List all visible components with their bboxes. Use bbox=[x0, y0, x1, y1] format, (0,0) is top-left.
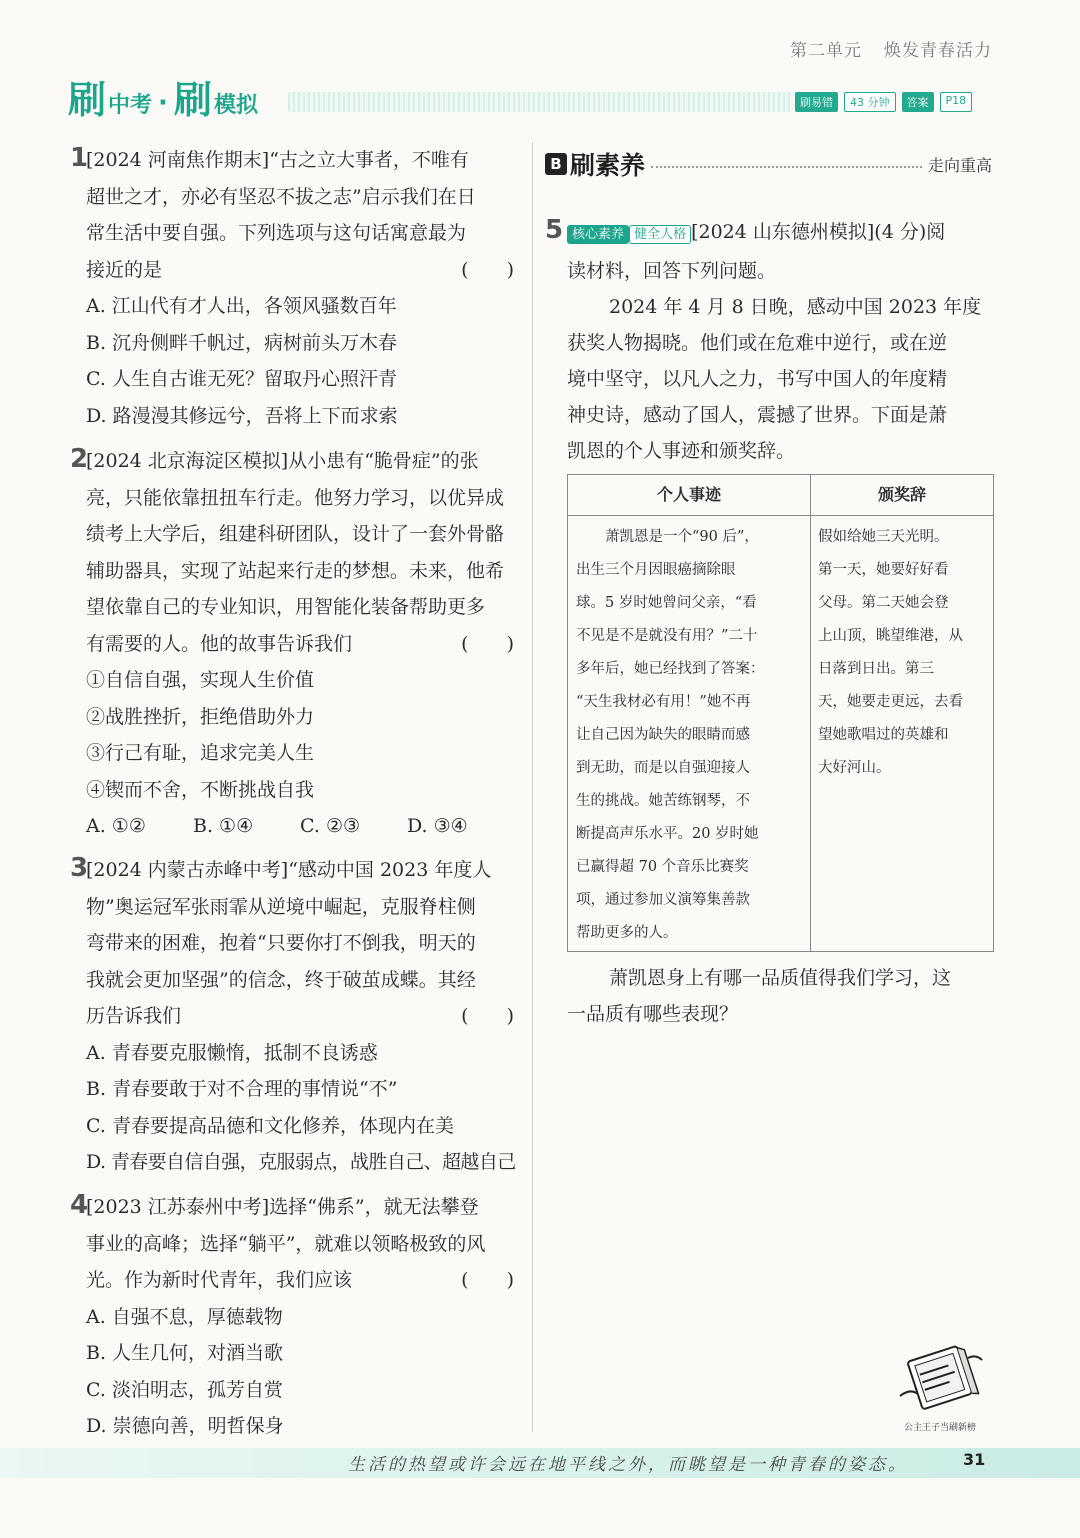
deeds-line: 不见是不是就没有用？”二十 bbox=[576, 628, 758, 644]
stem-line: 事业的高峰；选择“躺平”，就难以领略极致的风 bbox=[86, 1232, 486, 1255]
answer-blank[interactable]: ( ) bbox=[461, 1269, 514, 1291]
material-line: 获奖人物揭晓。他们或在危难中逆行，或在逆 bbox=[567, 332, 948, 354]
stem-line: [2024 河南焦作期末]“古之立大事者，不唯有 bbox=[86, 149, 469, 171]
stem-line: 物”奥运冠军张雨霏从逆境中崛起，克服脊柱侧 bbox=[86, 895, 476, 918]
deeds-cell bbox=[576, 521, 804, 950]
sticker-caption: 公主王子当刷新榜 bbox=[903, 1423, 976, 1433]
question-3 bbox=[70, 850, 518, 1181]
statement-2: ②战胜挫折，拒绝借助外力 bbox=[86, 705, 315, 728]
deeds-line: 帮助更多的人。 bbox=[576, 925, 678, 941]
tag-group bbox=[795, 92, 972, 112]
deeds-line: 项，通过参加义演筹集善款 bbox=[576, 892, 750, 908]
brand-char-2: 刷 bbox=[173, 78, 212, 122]
deeds-line: 到无助，而是以自强迎接人 bbox=[576, 760, 750, 776]
section-title: 刷素养 bbox=[570, 151, 646, 180]
section-leader-dots bbox=[651, 166, 922, 168]
option-b[interactable]: B. ①④ bbox=[193, 815, 254, 837]
stem-line: 常生活中要自强。下列选项与这句话寓意最为 bbox=[86, 222, 467, 244]
table-divider bbox=[810, 475, 811, 951]
question-number: 5 bbox=[545, 215, 564, 245]
deeds-line: 多年后，她已经找到了答案： bbox=[576, 661, 765, 677]
tag-time: 43 分钟 bbox=[844, 92, 896, 112]
deeds-line: 断提高声乐水平。20 岁时她 bbox=[576, 826, 759, 842]
option-c[interactable]: C. 人生自古谁无死？留取丹心照汗青 bbox=[86, 368, 397, 390]
header-decor-band bbox=[288, 92, 793, 112]
answer-blank[interactable]: ( ) bbox=[461, 258, 514, 281]
award-line: 望她歌唱过的英雄和 bbox=[818, 727, 949, 743]
unit-label: 第二单元 bbox=[790, 41, 862, 61]
deeds-table bbox=[567, 474, 994, 952]
question-number: 1 bbox=[70, 143, 89, 173]
question-5-prompt bbox=[567, 960, 992, 1032]
column-divider bbox=[532, 142, 533, 1432]
page-number: 31 bbox=[963, 1450, 986, 1469]
table-header-award: 颁奖辞 bbox=[811, 475, 993, 516]
stem-line: 接近的是 bbox=[86, 258, 163, 281]
brand-char-1: 刷 bbox=[68, 78, 107, 122]
option-a[interactable]: A. 自强不息，厚德载物 bbox=[86, 1305, 283, 1328]
stem-line: 我就会更加坚强”的信念，终于破茧成蝶。其经 bbox=[86, 968, 476, 991]
unit-title: 焕发青春活力 bbox=[884, 41, 992, 61]
award-line: 上山顶，眺望维港，从 bbox=[818, 628, 963, 644]
brand-dot: · bbox=[158, 88, 168, 118]
statement-3: ③行己有耻，追求完美人生 bbox=[86, 742, 315, 764]
deeds-line: 球。5 岁时她曾问父亲，“看 bbox=[576, 595, 757, 611]
question-2 bbox=[70, 441, 518, 845]
material-line: 2024 年 4 月 8 日晚，感动中国 2023 年度 bbox=[609, 296, 982, 318]
question-number: 3 bbox=[70, 853, 89, 883]
prompt-line: 萧凯恩身上有哪一品质值得我们学习，这 bbox=[609, 967, 952, 989]
stem-line: 有需要的人。他的故事告诉我们 bbox=[86, 632, 353, 655]
footer-quote: 生活的热望或许会远在地平线之外，而眺望是一种青春的姿态。 bbox=[348, 1455, 908, 1475]
table-header-deeds: 个人事迹 bbox=[568, 475, 810, 516]
running-header bbox=[790, 36, 992, 61]
tag-answer: 答案 bbox=[902, 92, 934, 112]
stem-line: 光。作为新时代青年，我们应该 bbox=[86, 1269, 353, 1291]
question-number: 4 bbox=[70, 1190, 89, 1220]
stem-line: [2024 北京海淀区模拟]从小患有“脆骨症”的张 bbox=[86, 450, 479, 472]
award-line: 日落到日出。第三 bbox=[818, 661, 934, 677]
stem-line: 读材料，回答下列问题。 bbox=[567, 260, 777, 282]
tag-sound-personality: 健全人格 bbox=[629, 225, 691, 244]
deeds-line: 出生三个月因眼癌摘除眼 bbox=[576, 562, 736, 578]
option-d[interactable]: D. 崇德向善，明哲保身 bbox=[86, 1415, 284, 1437]
section-subtitle: 走向重高 bbox=[927, 155, 992, 175]
deeds-line: “天生我材必有用！”她不再 bbox=[576, 694, 751, 710]
statement-4: ④锲而不舍，不断挑战自我 bbox=[86, 778, 315, 801]
material-line: 神史诗，感动了国人，震撼了世界。下面是萧 bbox=[567, 404, 948, 426]
option-a[interactable]: A. 青春要克服懒惰，抵制不良诱惑 bbox=[86, 1041, 378, 1064]
question-5 bbox=[545, 212, 992, 469]
tag-page: P18 bbox=[940, 92, 973, 112]
book-sticker-icon bbox=[892, 1338, 992, 1418]
prompt-line: 一品质有哪些表现？ bbox=[567, 1003, 739, 1025]
deeds-line: 萧凯恩是一个“90 后”， bbox=[576, 529, 759, 545]
option-c[interactable]: C. 淡泊明志，孤芳自赏 bbox=[86, 1378, 283, 1401]
stem-line: 亮，只能依靠扭扭车行走。他努力学习，以优异成 bbox=[86, 486, 505, 509]
section-header bbox=[545, 146, 992, 182]
answer-blank[interactable]: ( ) bbox=[461, 1005, 514, 1027]
answer-blank[interactable]: ( ) bbox=[461, 632, 514, 655]
stem-line: 辅助器具，实现了站起来行走的梦想。未来，他希 bbox=[86, 559, 505, 582]
stem-line: 超世之才，亦必有坚忍不拔之志”启示我们在日 bbox=[86, 185, 476, 208]
award-line: 天，她要走更远，去看 bbox=[818, 694, 963, 710]
stem-line: [2024 内蒙古赤峰中考]“感动中国 2023 年度人 bbox=[86, 859, 492, 881]
section-b-icon: B bbox=[545, 153, 567, 175]
tag-type: 刷易错 bbox=[795, 92, 838, 112]
option-a[interactable]: A. 江山代有才人出，各领风骚数百年 bbox=[86, 295, 397, 317]
award-cell bbox=[818, 521, 988, 785]
award-line: 大好河山。 bbox=[818, 760, 891, 776]
question-1 bbox=[70, 140, 518, 434]
stem-line: [2024 山东德州模拟](4 分)阅 bbox=[691, 221, 946, 243]
material-line: 境中坚守，以凡人之力，书写中国人的年度精 bbox=[567, 368, 948, 390]
question-4 bbox=[70, 1187, 518, 1445]
stem-line: 历告诉我们 bbox=[86, 1005, 182, 1027]
option-b[interactable]: B. 沉舟侧畔千帆过，病树前头万木春 bbox=[86, 331, 398, 354]
material-line: 凯恩的个人事迹和颁奖辞。 bbox=[567, 440, 796, 462]
stem-line: 绩考上大学后，组建科研团队，设计了一套外骨骼 bbox=[86, 523, 505, 545]
stem-line: 望依靠自己的专业知识，用智能化装备帮助更多 bbox=[86, 596, 486, 618]
option-c[interactable]: C. 青春要提高品德和文化修养，体现内在美 bbox=[86, 1114, 454, 1137]
award-line: 第一天，她要好好看 bbox=[818, 562, 949, 578]
option-a[interactable]: A. ①② bbox=[86, 815, 146, 837]
question-number: 2 bbox=[70, 444, 89, 474]
brand-word-1: 中考 bbox=[108, 93, 153, 118]
option-d[interactable]: D. ③④ bbox=[407, 815, 468, 837]
option-d[interactable]: D. 青春要自信自强，克服弱点，战胜自己、超越自己 bbox=[86, 1151, 516, 1173]
award-line: 父母。第二天她会登 bbox=[818, 595, 949, 611]
option-b[interactable]: B. 人生几何，对酒当歌 bbox=[86, 1342, 284, 1364]
statement-1: ①自信自强，实现人生价值 bbox=[86, 669, 315, 691]
choice-row bbox=[70, 808, 518, 845]
deeds-line: 已赢得超 70 个音乐比赛奖 bbox=[576, 859, 749, 875]
deeds-line: 让自己因为缺失的眼睛而感 bbox=[576, 727, 750, 743]
option-c[interactable]: C. ②③ bbox=[300, 815, 361, 837]
brand-word-2: 模拟 bbox=[213, 93, 258, 118]
tag-core-literacy: 核心素养 bbox=[567, 225, 629, 244]
option-d[interactable]: D. 路漫漫其修远兮，吾将上下而求索 bbox=[86, 404, 398, 427]
option-b[interactable]: B. 青春要敢于对不合理的事情说“不” bbox=[86, 1078, 398, 1100]
brand-logo bbox=[68, 80, 258, 120]
award-line: 假如给她三天光明。 bbox=[818, 529, 949, 545]
deeds-line: 生的挑战。她苦练钢琴，不 bbox=[576, 793, 750, 809]
stem-line: 弯带来的困难，抱着“只要你打不倒我，明天的 bbox=[86, 932, 476, 954]
stem-line: [2023 江苏泰州中考]选择“佛系”，就无法攀登 bbox=[86, 1196, 479, 1218]
